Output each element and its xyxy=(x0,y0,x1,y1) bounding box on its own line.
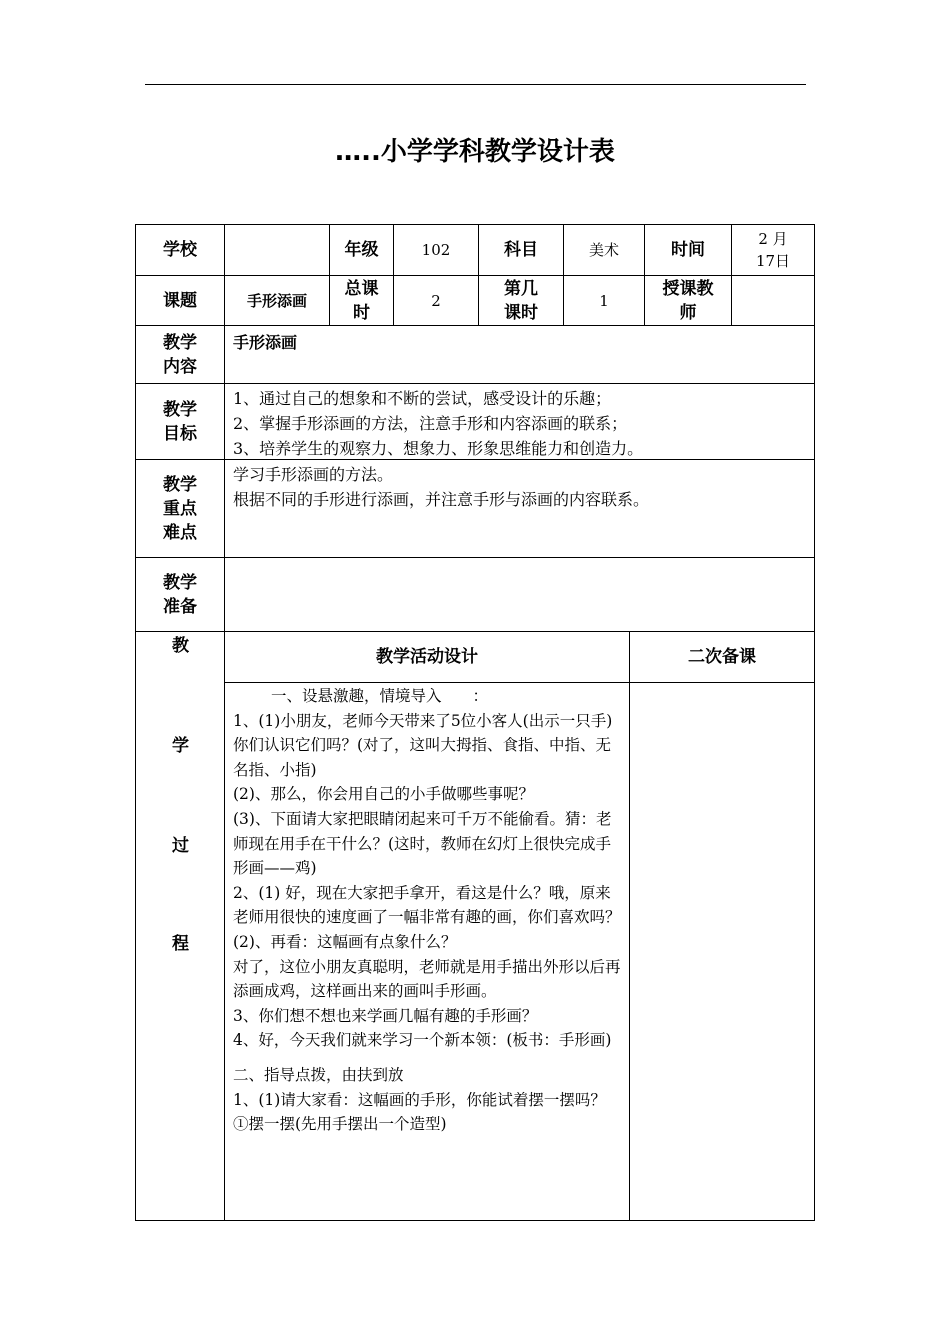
school-label: 学校 xyxy=(136,225,225,275)
keypoint-line: 根据不同的手形进行添画，并注意手形与添画的内容联系。 xyxy=(233,490,650,509)
row-topic xyxy=(136,276,814,326)
topic-label: 课题 xyxy=(136,276,225,325)
process-char: 教 xyxy=(172,636,189,656)
teacher-value xyxy=(732,276,814,325)
activity-line: (2)、再看：这幅画有点象什么？ xyxy=(233,932,457,951)
process-char: 程 xyxy=(172,934,189,954)
process-char: 过 xyxy=(172,836,189,856)
keypoint-line: 学习手形添画的方法。 xyxy=(233,465,394,484)
activity-header-label: 教学活动设计 xyxy=(376,647,478,667)
time-label: 时间 xyxy=(645,225,732,275)
row-goals xyxy=(136,384,814,460)
total-hours-value: 2 xyxy=(394,276,479,325)
which-hour-value: 1 xyxy=(564,276,645,325)
activity-line: (3)、下面请大家把眼睛闭起来可千万不能偷看。猜：老师现在用手在干什么？(这时，教师在幻灯上很快完成手形画——鸡) xyxy=(233,809,612,878)
goals-label: 教学 目标 xyxy=(136,384,225,459)
time-value: 2 月 17日 xyxy=(755,230,791,270)
row-keypoints xyxy=(136,460,814,558)
activity-line: 1、(1)请大家看：这幅画的手形，你能试着摆一摆吗？ xyxy=(233,1090,606,1109)
goal-line: 3、培养学生的观察力、想象力、形象思维能力和创造力。 xyxy=(233,439,644,458)
activity-line: ①摆一摆(先用手摆出一个造型) xyxy=(233,1115,447,1134)
prep-label: 教学 准备 xyxy=(136,558,225,631)
activity-line: 对了，这位小朋友真聪明，老师就是用手描出外形以后再添画成鸡，这样画出来的画叫手形画。 xyxy=(233,957,621,1001)
subject-label: 科目 xyxy=(479,225,564,275)
activity-line: 4、好，今天我们就来学习一个新本领：(板书：手形画) xyxy=(233,1031,612,1050)
goal-line: 2、掌握手形添画的方法，注意手形和内容添画的联系； xyxy=(233,414,628,433)
activity-line: 3、你们想不想也来学画几幅有趣的手形画？ xyxy=(233,1006,538,1025)
teacher-label: 授课教 师 xyxy=(645,276,732,325)
grade-value: 102 xyxy=(394,225,479,275)
topic-value: 手形添画 xyxy=(225,276,330,325)
content-label: 教学 内容 xyxy=(136,326,225,383)
process-label xyxy=(136,632,225,1220)
school-value xyxy=(225,225,330,275)
goals-list xyxy=(225,384,814,459)
subject-value: 美术 xyxy=(564,225,645,275)
process-char: 学 xyxy=(172,736,189,756)
row-preparation xyxy=(136,558,814,632)
grade-label: 年级 xyxy=(330,225,394,275)
second-prep-header xyxy=(630,632,814,683)
total-hours-label: 总课 时 xyxy=(330,276,394,325)
activity-line: (2)、那么，你会用自己的小手做哪些事呢？ xyxy=(233,785,534,804)
activity-line: 2、(1) 好，现在大家把手拿开，看这是什么？哦，原来老师用很快的速度画了一幅非常有趣的画，你们喜欢吗？ xyxy=(233,883,621,927)
activity-header xyxy=(225,632,630,683)
header-rule xyxy=(145,84,806,85)
activity-line: 二、指导点拨，由扶到放 xyxy=(233,1065,404,1084)
goal-line: 1、通过自己的想象和不断的尝试，感受设计的乐趣； xyxy=(233,389,612,408)
second-prep-content xyxy=(630,683,814,1220)
activity-line: 一、设悬激趣，情境导入 ： xyxy=(271,687,489,705)
row-basic-info xyxy=(136,225,814,276)
activity-content xyxy=(225,683,630,1220)
which-hour-label: 第几 课时 xyxy=(479,276,564,325)
content-value: 手形添画 xyxy=(233,333,298,352)
second-prep-header-label: 二次备课 xyxy=(688,647,756,667)
prep-value xyxy=(225,558,814,631)
lesson-plan-table xyxy=(135,224,815,1221)
keypoints-list xyxy=(225,460,814,557)
keypoints-label: 教学 重点 难点 xyxy=(136,460,225,557)
row-process xyxy=(136,632,814,1220)
activity-line: 1、(1)小朋友，老师今天带来了5位小客人(出示一只手)你们认识它们吗？(对了，这叫大拇指、食指、中指、无名指、小指) xyxy=(233,711,613,779)
row-content xyxy=(136,326,814,384)
page-title: …..小学学科教学设计表 xyxy=(335,137,615,167)
